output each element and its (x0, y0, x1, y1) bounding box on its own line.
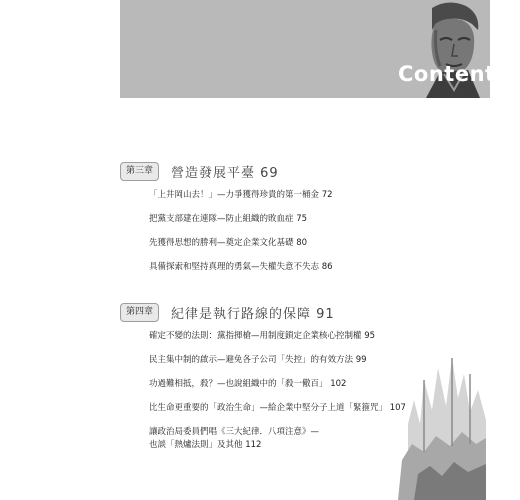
toc-entry[interactable]: 比生命更重要的「政治生命」—給企業中堅分子上道「緊箍咒」 107 (149, 403, 406, 413)
contents-title: Contents (398, 62, 509, 86)
toc-entry[interactable]: 確定不變的法則：黨指揮槍—用制度鎖定企業核心控制權 95 (149, 331, 376, 341)
toc-entry[interactable]: 讓政治局委員們唱《三大紀律．八項注意》— (149, 427, 320, 437)
toc-entry[interactable]: 民主集中制的啟示—避免各子公司「失控」的有效方法 99 (149, 355, 367, 365)
toc-entry[interactable]: 「上井岡山去！」—力爭獲得珍貴的第一桶金 72 (149, 190, 333, 200)
toc-entry[interactable]: 功過難相抵，殺？—也說組織中的「殺一儆百」 102 (149, 379, 347, 389)
chapter-title: 營造發展平臺 69 (171, 166, 279, 181)
chapter-title: 紀律是執行路線的保障 91 (171, 307, 335, 322)
chapter-badge: 第三章 (120, 162, 159, 181)
toc-entry[interactable]: 先獲得思想的勝利—奠定企業文化基礎 80 (149, 238, 308, 248)
header-banner (120, 0, 509, 98)
toc-entry-continuation[interactable]: 也談「熱爐法則」及其他 112 (149, 440, 262, 450)
chapter-badge: 第四章 (120, 303, 159, 322)
toc-entry[interactable]: 具備探索和堅持真理的勇氣—失權失意不失志 86 (149, 262, 333, 272)
toc-entry[interactable]: 把黨支部建在連隊—防止組織的敗血症 75 (149, 214, 308, 224)
chapter-heading (120, 303, 335, 322)
chapter-heading (120, 162, 279, 181)
crowd-illustration (394, 340, 486, 500)
